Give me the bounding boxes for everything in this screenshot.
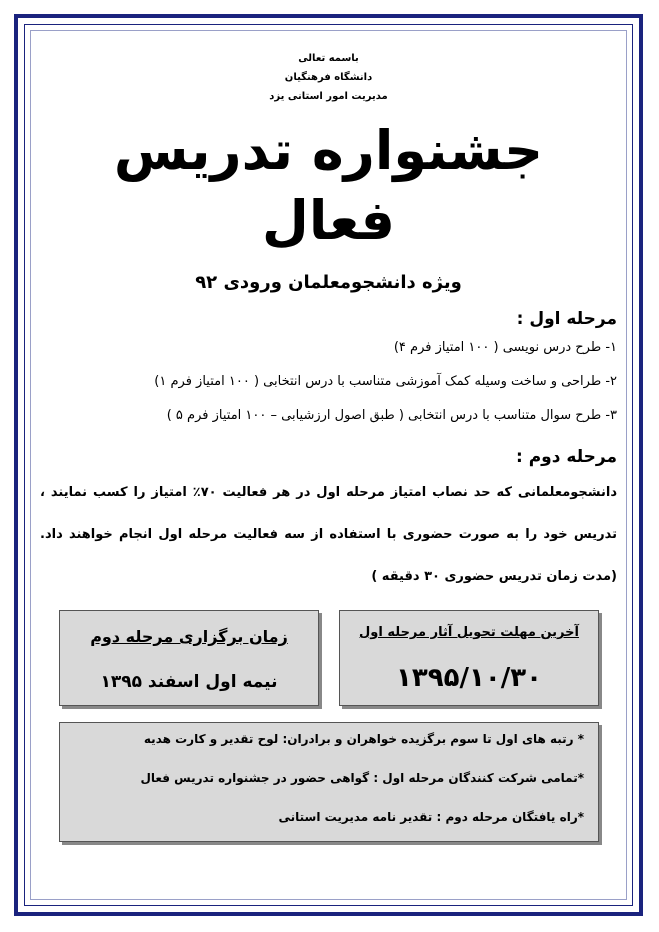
- deadline-box: [339, 610, 599, 706]
- deadline-title: آخرین مهلت تحویل آثار مرحله اول: [359, 625, 579, 640]
- stage1-heading: مرحله اول :: [516, 309, 617, 329]
- stage2-heading: مرحله دوم :: [516, 447, 617, 467]
- stage1-item-3: ۳- طرح سوال متناسب با درس انتخابی ( طبق اصول ارزشیابی – ۱۰۰ امتیاز فرم ۵ ): [166, 408, 617, 423]
- prize-item-2: *تمامی شرکت کنندگان مرحله اول : گواهی حضور در جشنواره تدریس فعال: [140, 771, 584, 785]
- header-line-2: دانشگاه فرهنگیان: [284, 72, 373, 83]
- prize-item-3: *راه یافتگان مرحله دوم : تقدیر نامه مدیریت استانی: [278, 810, 584, 824]
- prizes-box: [59, 722, 599, 842]
- stage2-time-title: زمان برگزاری مرحله دوم: [90, 627, 288, 646]
- date-boxes: [59, 610, 599, 706]
- stage1-item-1: ۱- طرح درس نویسی ( ۱۰۰ امتیاز فرم ۴): [393, 340, 617, 355]
- main-title: جشنواره تدریس فعال: [113, 119, 544, 252]
- stage2-time-box: [59, 610, 319, 706]
- header-line-1: باسمه تعالی: [298, 53, 359, 64]
- prize-item-1: * رتبه های اول تا سوم برگزیده خواهران و برادران: لوح تقدیر و کارت هدیه: [143, 732, 584, 746]
- letterhead: [40, 49, 617, 106]
- stage2-time-value: نیمه اول اسفند ۱۳۹۵: [100, 672, 278, 692]
- deadline-date: ۱۳۹۵/۱۰/۳۰: [396, 663, 542, 693]
- stage2-paragraph: دانشجومعلمانی که حد نصاب امتیاز مرحله اول در هر فعالیت ۷۰٪ امتیاز را کسب نمایند ، تدریس خود را به صورت حضوری با استفاده از سه فعالیت مرحله اول انجام خواهند داد. (مدت زمان تدریس حضوری ۳۰ دقیقه ): [40, 485, 617, 584]
- header-line-3: مدیریت امور استانی یزد: [269, 91, 388, 102]
- document-content: [40, 40, 617, 598]
- subtitle: ویژه دانشجومعلمان ورودی ۹۲: [195, 272, 462, 293]
- stage1-item-2: ۲- طراحی و ساخت وسیله کمک آموزشی متناسب با درس انتخابی ( ۱۰۰ امتیاز فرم ۱): [154, 374, 617, 389]
